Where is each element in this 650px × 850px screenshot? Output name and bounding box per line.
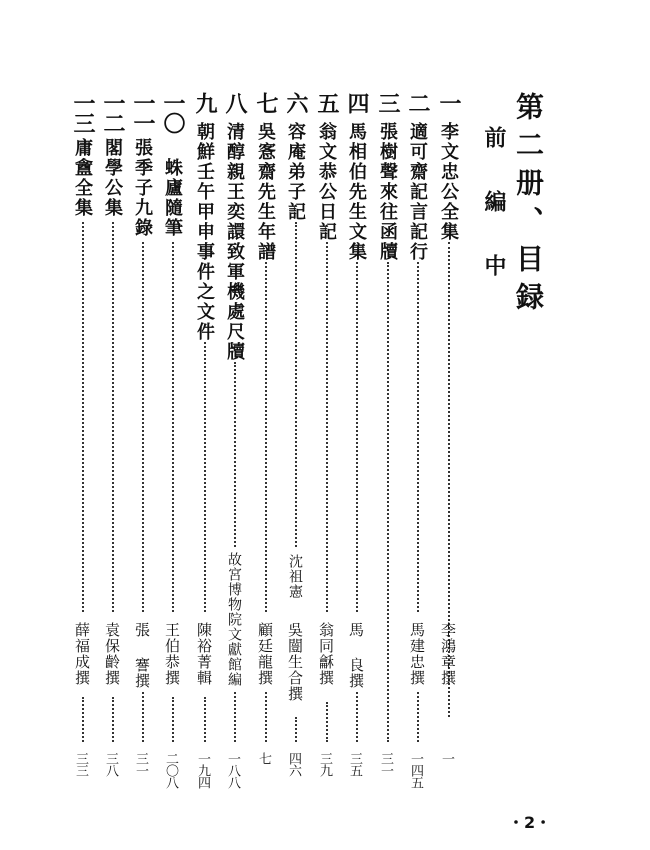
entry-title: 適可齋記言記行 (407, 122, 428, 262)
leader-dots (326, 242, 328, 612)
entry-author: 張 謇撰 (133, 622, 151, 689)
leader-dots (234, 362, 236, 547)
entry-page: 二〇八 (163, 752, 178, 788)
entry-title: 庸盦全集 (72, 138, 93, 218)
leader-dots (295, 222, 297, 547)
entry-title: 張樹聲來往函牘 (377, 122, 398, 262)
leader-dots (142, 692, 144, 742)
entry-page: 三一 (378, 752, 393, 776)
entry-title: 閣學公集 (102, 138, 123, 218)
entry-compiler: 故宮博物院文獻館編 (226, 552, 242, 687)
toc-entry[interactable] (192, 92, 220, 792)
entry-author: 馬 良撰 (347, 622, 365, 689)
entry-page: 三五 (347, 752, 362, 776)
entry-coauthor: 沈祖憲 (287, 554, 303, 599)
leader-dots (326, 702, 328, 742)
entry-number: 二 (405, 92, 431, 112)
entry-page: 三一 (133, 752, 148, 776)
entry-author: 袁保齡撰 (103, 622, 121, 686)
entry-title: 清醇親王奕譞致軍機處尺牘 (224, 122, 245, 362)
toc-entry[interactable] (375, 92, 403, 792)
entry-author: 翁同龢撰 (317, 622, 335, 686)
entry-author: 顧廷龍撰 (256, 622, 274, 686)
leader-dots (356, 262, 358, 612)
entry-title: 張季子九錄 (132, 138, 153, 238)
leader-dots (356, 692, 358, 742)
entry-page: 四六 (286, 752, 301, 776)
leader-dots (295, 717, 297, 742)
leader-dots (172, 242, 174, 612)
toc-entry[interactable] (283, 92, 311, 792)
entry-title: 李文忠公全集 (438, 122, 459, 242)
leader-dots (417, 692, 419, 742)
entry-page: 一九四 (195, 752, 210, 788)
entry-page: 一八八 (225, 752, 240, 788)
toc-entry[interactable] (100, 92, 128, 792)
leader-dots (112, 697, 114, 742)
leader-dots (82, 697, 84, 742)
entry-number: 四 (344, 92, 370, 112)
entry-title: 翁文恭公日記 (316, 122, 337, 242)
entry-author: 陳裕菁輯 (195, 622, 213, 686)
entry-number: 六 (283, 92, 309, 112)
entry-number: 一 (436, 92, 462, 112)
leader-dots (204, 342, 206, 612)
entry-page: 一 (439, 752, 454, 764)
entry-title: 馬相伯先生文集 (346, 122, 367, 262)
toc-entry[interactable] (436, 92, 464, 792)
leader-dots (417, 262, 419, 612)
entry-title: 朝鮮壬午甲申事件之文件 (194, 122, 215, 342)
toc-entry[interactable] (253, 92, 281, 792)
toc-entry[interactable] (70, 92, 98, 792)
toc-entry[interactable] (344, 92, 372, 792)
entry-number: 五 (314, 92, 340, 112)
leader-dots (142, 242, 144, 612)
entry-title: 吳愙齋先生年譜 (255, 122, 276, 262)
toc-entry[interactable] (160, 92, 188, 792)
leader-dots (82, 222, 84, 612)
entry-page: 三九 (317, 752, 332, 776)
entry-number: 九 (192, 92, 218, 112)
entry-page: 七 (256, 752, 271, 764)
entry-title: 容庵弟子記 (285, 122, 306, 222)
entry-author: 吳闓生合撰 (286, 622, 304, 702)
entry-title: 蛛廬隨筆 (162, 158, 183, 238)
leader-dots (204, 697, 206, 742)
leader-dots (234, 692, 236, 742)
volume-title: 第二册、目録 (512, 92, 545, 320)
page-number: ・2・ (508, 813, 552, 832)
entry-author: 馬建忠撰 (408, 622, 426, 686)
toc-entry[interactable] (222, 92, 250, 792)
entry-number: 一三 (70, 92, 96, 132)
leader-dots (112, 222, 114, 612)
leader-dots (265, 692, 267, 742)
entry-number: 七 (253, 92, 279, 112)
entry-number: 一〇 (160, 92, 186, 132)
entry-author: 李鴻章撰 (439, 622, 457, 686)
entry-page: 三三 (73, 752, 88, 776)
toc-entry[interactable] (405, 92, 433, 792)
entry-number: 一二 (100, 92, 126, 132)
section-title: 前 編 中 (481, 126, 507, 284)
leader-dots (172, 697, 174, 742)
entry-page: 一四五 (408, 752, 423, 788)
entry-number: 八 (222, 92, 248, 112)
leader-dots (387, 262, 389, 742)
toc-entry[interactable] (314, 92, 342, 792)
entry-author: 王伯恭撰 (163, 622, 181, 686)
entry-number: 一一 (130, 92, 156, 132)
leader-dots (265, 262, 267, 612)
toc-entry[interactable] (130, 92, 158, 792)
entry-page: 三八 (103, 752, 118, 776)
entry-author: 薛福成撰 (73, 622, 91, 686)
entry-number: 三 (375, 92, 401, 112)
